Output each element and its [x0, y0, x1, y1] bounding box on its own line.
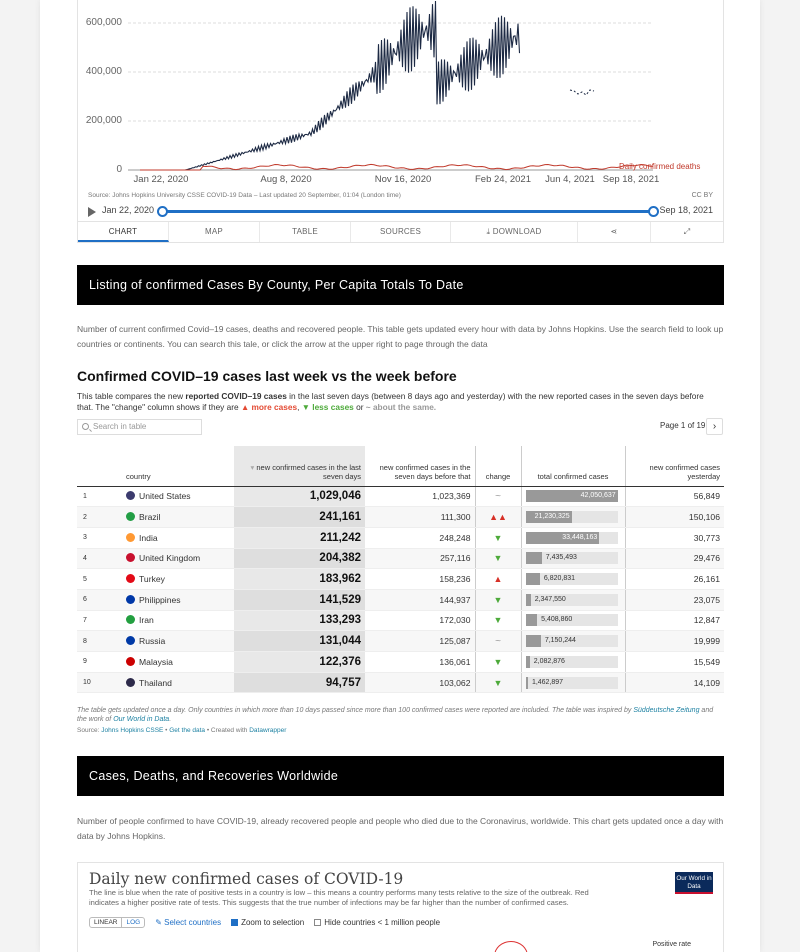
rank-cell: 6 [77, 589, 122, 610]
tab-download[interactable] [451, 222, 578, 242]
timeline-start-handle[interactable] [157, 206, 168, 217]
x-tick: Aug 8, 2020 [260, 174, 312, 185]
page [40, 0, 760, 952]
new-cases-cell: 131,044 [234, 631, 365, 652]
table-row [77, 527, 724, 548]
total-bar: 2,082,876 [526, 656, 618, 668]
change-indicator-icon: ~ [495, 635, 501, 647]
flag-icon [126, 553, 135, 562]
total-cases-cell [521, 589, 625, 610]
flag-icon [126, 615, 135, 624]
x-tick: Jan 22, 2020 [133, 174, 189, 185]
tab-chart[interactable]: CHART [78, 222, 169, 242]
change-indicator-icon: ▼ [493, 677, 503, 688]
change-cell [475, 589, 521, 610]
prev-cases-cell: 125,087 [365, 631, 475, 652]
yesterday-cell: 15,549 [625, 652, 724, 673]
flag-icon [126, 657, 135, 666]
tab-sources[interactable]: SOURCES [351, 222, 451, 242]
timeline-end-label: Sep 18, 2021 [659, 205, 713, 215]
total-bar: 6,820,831 [526, 573, 618, 585]
change-cell [475, 486, 521, 507]
table-description: This table compares the new reported COVID–19 cases in the last seven days (between 8 days ago and yesterday) with the new reported cases in the seven days before that. The "change" column shows if they are ▲ more cases, ▼ less cases or ~ about the same. [77, 391, 704, 412]
flag-icon [126, 512, 135, 521]
flag-icon [126, 491, 135, 500]
chart-title: Daily new confirmed cases of COVID-19 [89, 870, 404, 888]
expand-icon: ⤢ [683, 227, 691, 236]
header-new-cases[interactable]: ▾ new confirmed cases in the last seven days [234, 446, 365, 486]
yesterday-cell: 19,999 [625, 631, 724, 652]
flag-icon [126, 574, 135, 583]
header-change[interactable]: change [475, 446, 521, 486]
table-row [77, 507, 724, 528]
flag-icon [126, 678, 135, 687]
header-yesterday[interactable]: new confirmed cases yesterday [625, 446, 724, 486]
prev-cases-cell: 111,300 [365, 507, 475, 528]
total-cases-cell [521, 569, 625, 590]
share-button[interactable] [578, 222, 651, 242]
new-cases-cell: 94,757 [234, 672, 365, 693]
scale-toggle[interactable] [89, 917, 145, 928]
country-cell: United States [122, 486, 234, 507]
change-indicator-icon: ▼ [493, 532, 503, 543]
country-cell: Philippines [122, 589, 234, 610]
positive-rate-legend: Positive rate [652, 941, 691, 948]
country-cell: Iran [122, 610, 234, 631]
yesterday-cell: 26,161 [625, 569, 724, 590]
table-search-input[interactable] [77, 419, 202, 435]
rank-cell: 4 [77, 548, 122, 569]
total-cases-cell [521, 652, 625, 673]
cases-series-fragment [570, 90, 594, 95]
country-cell: Malaysia [122, 652, 234, 673]
new-cases-cell: 1,029,046 [234, 486, 365, 507]
log-option[interactable]: LOG [121, 918, 144, 927]
table-row [77, 610, 724, 631]
yesterday-cell: 23,075 [625, 589, 724, 610]
change-indicator-icon: ▼ [493, 594, 503, 605]
change-cell [475, 652, 521, 673]
next-page-button[interactable]: › [706, 418, 723, 435]
download-label: DOWNLOAD [492, 227, 542, 236]
legend-same: ~ about the same. [365, 402, 437, 412]
total-cases-cell [521, 631, 625, 652]
hide-small-checkbox[interactable]: Hide countries < 1 million people [314, 918, 440, 927]
checkbox-empty-icon [314, 919, 321, 926]
country-cell: Russia [122, 631, 234, 652]
flag-icon [126, 595, 135, 604]
get-data-link[interactable]: Get the data [169, 727, 206, 734]
section-heading: Listing of confirmed Cases By County, Per Capita Totals To Date [77, 265, 724, 305]
license-label[interactable]: CC BY [691, 192, 713, 199]
total-bar: 7,150,244 [526, 635, 618, 647]
datawrapper-link[interactable]: Datawrapper [249, 727, 287, 734]
prev-cases-cell: 158,236 [365, 569, 475, 590]
change-indicator-icon: ▲ [493, 574, 503, 585]
y-tick: 600,000 [85, 17, 122, 28]
play-icon[interactable] [88, 207, 96, 217]
x-tick: Jun 4, 2021 [545, 174, 595, 185]
total-cases-cell [521, 548, 625, 569]
annotation-circle [494, 941, 528, 952]
table-row [77, 486, 724, 507]
new-cases-cell: 141,529 [234, 589, 365, 610]
prev-cases-cell: 136,061 [365, 652, 475, 673]
change-cell [475, 569, 521, 590]
cases-series-line [140, 1, 520, 170]
page-indicator: Page 1 of 19 [660, 421, 706, 430]
deaths-series-label: Daily confirmed deaths [619, 162, 701, 171]
rank-cell: 5 [77, 569, 122, 590]
deaths-series-line [140, 164, 653, 170]
prev-cases-cell: 144,937 [365, 589, 475, 610]
owid-logo[interactable]: Our World in Data [675, 872, 713, 894]
change-cell [475, 548, 521, 569]
header-prev-cases[interactable]: new confirmed cases in the seven days before that [365, 446, 475, 486]
table-title: Confirmed COVID–19 cases last week vs the week before [77, 368, 457, 384]
header-total[interactable]: total confirmed cases [521, 446, 625, 486]
x-tick: Sep 18, 2021 [602, 174, 660, 185]
select-countries-button[interactable]: ✎ Select countries [155, 918, 222, 927]
rank-cell: 3 [77, 527, 122, 548]
legend-less: ▼ less cases [301, 402, 354, 412]
tab-map[interactable]: MAP [169, 222, 260, 242]
flag-icon [126, 636, 135, 645]
country-cell: Brazil [122, 507, 234, 528]
total-bar: 1,462,897 [526, 677, 618, 689]
yesterday-cell: 56,849 [625, 486, 724, 507]
rank-cell: 2 [77, 507, 122, 528]
change-cell [475, 527, 521, 548]
zoom-checkbox[interactable]: Zoom to selection [231, 918, 304, 927]
prev-cases-cell: 172,030 [365, 610, 475, 631]
total-cases-cell [521, 610, 625, 631]
cases-table [77, 446, 724, 693]
new-cases-cell: 211,242 [234, 527, 365, 548]
search-placeholder: Search in table [93, 422, 147, 431]
checkbox-checked-icon [231, 919, 238, 926]
change-indicator-icon: ▲▲ [489, 512, 507, 523]
yesterday-cell: 29,476 [625, 548, 724, 569]
sz-link[interactable]: Süddeutsche Zeitung [633, 707, 700, 714]
yesterday-cell: 150,106 [625, 507, 724, 528]
x-tick: Feb 24, 2021 [475, 174, 531, 185]
rank-cell: 10 [77, 672, 122, 693]
rank-cell: 1 [77, 486, 122, 507]
table-sources: Source: Johns Hopkins CSSE • Get the data • Created with Datawrapper [77, 727, 287, 734]
rank-cell: 8 [77, 631, 122, 652]
yesterday-cell: 12,847 [625, 610, 724, 631]
table-notes: The table gets updated once a day. Only countries in which more than 10 days passed since more than 100 confirmed cases were reported are included. The table was inspired by Süddeutsche Zeitung and the work of Our World in Data. [77, 707, 714, 723]
y-tick: 0 [116, 164, 122, 175]
change-indicator-icon: ~ [495, 490, 501, 502]
new-cases-cell: 133,293 [234, 610, 365, 631]
header-country[interactable]: country [122, 446, 234, 486]
country-cell: Thailand [122, 672, 234, 693]
change-indicator-icon: ▼ [493, 553, 503, 564]
chart-controls [89, 917, 440, 928]
section-paragraph: Number of current confirmed Covid–19 cases, deaths and recovered people. This table gets updated every hour with data by Johns Hopkins. Use the search field to look up countries or continents. You can search this tale, or click the arrow at the upper right to page through the data [77, 324, 724, 349]
y-tick: 400,000 [85, 66, 122, 77]
sort-icon: ▾ [250, 462, 257, 472]
download-icon: ⤓ [486, 227, 493, 236]
y-tick: 200,000 [85, 115, 122, 126]
legend-more: ▲ more cases [240, 402, 298, 412]
chart-subtitle: The line is blue when the rate of positive tests in a country is low – this means a country performs many tests relative to the size of the outbreak. Red indicates a higher positive rate of tests. This suggests that the true number of infections may be far higher than the number of confirmed cases. [89, 888, 589, 907]
total-bar: 2,347,550 [526, 594, 618, 606]
section-paragraph: Number of people confirmed to have COVID-19, already recovered people and people who died due to the Coronavirus, worldwide. This chart gets updated once a day with data by Johns Hopkins. [77, 816, 724, 841]
change-indicator-icon: ▼ [493, 615, 503, 626]
yesterday-cell: 14,109 [625, 672, 724, 693]
table-row [77, 589, 724, 610]
tab-table[interactable]: TABLE [260, 222, 351, 242]
prev-cases-cell: 1,023,369 [365, 486, 475, 507]
total-cases-cell [521, 507, 625, 528]
timeline-start-label: Jan 22, 2020 [102, 205, 155, 215]
prev-cases-cell: 257,116 [365, 548, 475, 569]
new-cases-cell: 122,376 [234, 652, 365, 673]
yesterday-cell: 30,773 [625, 527, 724, 548]
country-cell: United Kingdom [122, 548, 234, 569]
new-cases-cell: 204,382 [234, 548, 365, 569]
chart-source[interactable]: Source: Johns Hopkins University CSSE COVID-19 Data – Last updated 20 September, 01:04 (London time) [88, 192, 401, 199]
change-cell [475, 672, 521, 693]
new-cases-cell: 241,161 [234, 507, 365, 528]
daily-cases-embed [77, 862, 724, 952]
table-row [77, 569, 724, 590]
change-cell [475, 507, 521, 528]
total-bar: 21,230,325 [526, 511, 618, 523]
prev-cases-cell: 103,062 [365, 672, 475, 693]
total-cases-cell [521, 486, 625, 507]
rank-cell: 7 [77, 610, 122, 631]
section-heading: Cases, Deaths, and Recoveries Worldwide [77, 756, 724, 796]
share-icon: ⋖ [610, 227, 618, 236]
table-row [77, 631, 724, 652]
search-icon [82, 423, 89, 430]
country-cell: India [122, 527, 234, 548]
table-row [77, 672, 724, 693]
prev-cases-cell: 248,248 [365, 527, 475, 548]
total-bar: 42,050,637 [526, 490, 618, 502]
flag-icon [126, 533, 135, 542]
change-cell [475, 610, 521, 631]
timeline-slider-track[interactable] [164, 210, 654, 213]
new-cases-cell: 183,962 [234, 569, 365, 590]
x-tick: Nov 16, 2020 [374, 174, 432, 185]
chart-tabs [78, 221, 723, 242]
total-cases-cell [521, 672, 625, 693]
total-bar: 5,408,860 [526, 614, 618, 626]
table-row [77, 548, 724, 569]
change-cell [475, 631, 521, 652]
jhu-link[interactable]: Johns Hopkins CSSE [101, 727, 164, 734]
daily-cases-chart [77, 0, 724, 243]
total-cases-cell [521, 527, 625, 548]
timeline-end-handle[interactable] [648, 206, 659, 217]
total-bar: 33,448,163 [526, 532, 618, 544]
country-cell: Turkey [122, 569, 234, 590]
table-row [77, 652, 724, 673]
fullscreen-button[interactable] [651, 222, 723, 242]
owid-link[interactable]: Our World in Data [113, 716, 170, 723]
rank-cell: 9 [77, 652, 122, 673]
linear-option[interactable]: LINEAR [94, 919, 118, 926]
total-bar: 7,435,493 [526, 552, 618, 564]
change-indicator-icon: ▼ [493, 656, 503, 667]
